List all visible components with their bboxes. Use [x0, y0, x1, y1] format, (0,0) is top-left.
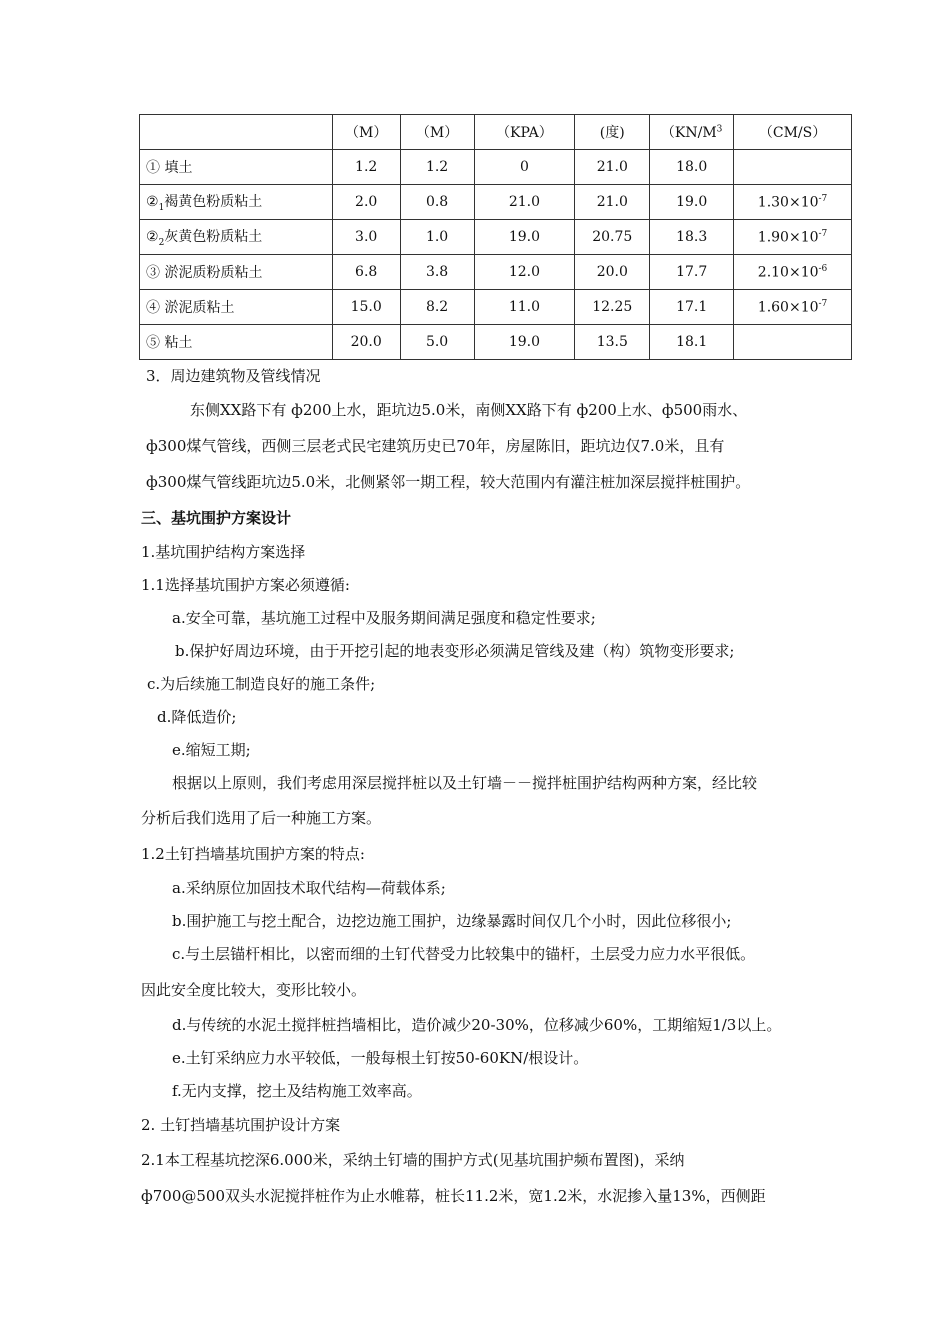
table-cell: 3.8 — [400, 255, 474, 290]
paragraph-line: ф700@500双头水泥搅拌桩作为止水帷幕，桩长11.2米，宽1.2米，水泥掺入量13%，西侧距 — [141, 1187, 766, 1205]
list-item: f.无内支撑，挖土及结构施工效率高。 — [172, 1082, 422, 1100]
list-item: c.为后续施工制造良好的施工条件; — [147, 675, 376, 693]
table-cell: 5.0 — [400, 325, 474, 360]
table-cell: 0.8 — [400, 185, 474, 220]
chapter-heading: 三、基坑围护方案设计 — [141, 509, 292, 527]
table-cell: 2.0 — [332, 185, 400, 220]
table-cell: 20.75 — [575, 220, 650, 255]
table-row — [140, 150, 852, 185]
table-cell: 3.0 — [332, 220, 400, 255]
list-item: a.安全可靠，基坑施工过程中及服务期间满足强度和稳定性要求; — [172, 609, 596, 627]
soil-name: ④ 淤泥质粘土 — [140, 290, 333, 325]
table-cell: 21.0 — [575, 185, 650, 220]
paragraph-line: 2.1本工程基坑挖深6.000米，采纳土钉墙的围护方式(见基坑围护频布置图)，采纳 — [141, 1151, 685, 1169]
soil-name: ⑤ 粘土 — [140, 325, 333, 360]
soil-name: ③ 淤泥质粉质粘土 — [140, 255, 333, 290]
header-cell: （M） — [332, 115, 400, 150]
table-cell: 17.1 — [650, 290, 734, 325]
soil-parameter-table — [139, 114, 852, 360]
list-item: b.保护好周边环境，由于开挖引起的地表变形必须满足管线及建（构）筑物变形要求; — [175, 642, 735, 660]
table-cell: 19.0 — [474, 220, 575, 255]
paragraph-line: 分析后我们选用了后一种施工方案。 — [141, 809, 382, 827]
table-cell: $2.10\times 10^{-6}$ — [734, 255, 852, 290]
table-cell — [734, 325, 852, 360]
section-heading-surroundings: 3．周边建筑物及管线情况 — [146, 367, 321, 385]
list-item: d.降低造价; — [157, 708, 237, 726]
paragraph-line: ф300煤气管线距坑边5.0米，北侧紧邻一期工程，较大范围内有灌注桩加深层搅拌桩围护。 — [146, 473, 751, 491]
paragraph-line: ф300煤气管线，西侧三层老式民宅建筑历史已70年，房屋陈旧，距坑边仅7.0米，且有 — [146, 437, 725, 455]
table-cell: 19.0 — [474, 325, 575, 360]
header-cell: （M） — [400, 115, 474, 150]
table-cell: 1.0 — [400, 220, 474, 255]
table-cell: 8.2 — [400, 290, 474, 325]
table-row — [140, 220, 852, 255]
table-cell: 13.5 — [575, 325, 650, 360]
table-cell: 0 — [474, 150, 575, 185]
list-item: c.与土层锚杆相比，以密而细的土钉代替受力比较集中的锚杆，土层受力应力水平很低。 — [172, 945, 756, 963]
paragraph-line: 东侧XX路下有 ф200上水，距坑边5.0米，南侧XX路下有 ф200上水、ф500雨水、 — [190, 401, 748, 419]
soil-name: $②_1$褐黄色粉质粘土 — [140, 185, 333, 220]
table-cell: 18.0 — [650, 150, 734, 185]
section-heading: 1.基坑围护结构方案选择 — [141, 543, 306, 561]
table-cell — [734, 150, 852, 185]
table-header-row — [140, 115, 852, 150]
soil-name: $②_2$灰黄色粉质粘土 — [140, 220, 333, 255]
paragraph-line: 因此安全度比较大，变形比较小。 — [141, 981, 367, 999]
table-cell: 12.25 — [575, 290, 650, 325]
table-cell: $1.60\times 10^{-7}$ — [734, 290, 852, 325]
table-cell: 17.7 — [650, 255, 734, 290]
subsection-heading: 1.2土钉挡墙基坑围护方案的特点: — [141, 845, 365, 863]
section-heading: 2. 土钉挡墙基坑围护设计方案 — [141, 1116, 341, 1134]
table-row — [140, 255, 852, 290]
header-cell: （$KN/M^3$ — [650, 115, 734, 150]
table-cell: 21.0 — [474, 185, 575, 220]
paragraph-line: 根据以上原则，我们考虑用深层搅拌桩以及土钉墙－－搅拌桩围护结构两种方案，经比较 — [172, 774, 758, 792]
list-item: b.围护施工与挖土配合，边挖边施工围护，边缘暴露时间仅几个小时，因此位移很小; — [172, 912, 732, 930]
table-cell: 12.0 — [474, 255, 575, 290]
list-item: d.与传统的水泥土搅拌桩挡墙相比，造价减少20-30%，位移减少60%，工期缩短1/3以上。 — [172, 1016, 782, 1034]
table-cell: 20.0 — [332, 325, 400, 360]
table-row — [140, 185, 852, 220]
table-cell: 18.3 — [650, 220, 734, 255]
header-cell: (度) — [575, 115, 650, 150]
table-cell: 15.0 — [332, 290, 400, 325]
table-cell: 1.2 — [400, 150, 474, 185]
table-cell: 18.1 — [650, 325, 734, 360]
list-item: e.缩短工期; — [172, 741, 251, 759]
soil-name: ① 填土 — [140, 150, 333, 185]
header-cell: （CM/S） — [734, 115, 852, 150]
table-row — [140, 325, 852, 360]
table-cell: 21.0 — [575, 150, 650, 185]
table-cell: 20.0 — [575, 255, 650, 290]
subsection-heading: 1.1选择基坑围护方案必须遵循: — [141, 576, 350, 594]
table-row — [140, 290, 852, 325]
table-cell: 11.0 — [474, 290, 575, 325]
table-cell: $1.30\times 10^{-7}$ — [734, 185, 852, 220]
header-cell — [140, 115, 333, 150]
list-item: e.土钉采纳应力水平较低，一般每根土钉按50-60KN/根设计。 — [172, 1049, 589, 1067]
table-cell: 1.2 — [332, 150, 400, 185]
table-cell: $1.90\times 10^{-7}$ — [734, 220, 852, 255]
header-cell: （KPA） — [474, 115, 575, 150]
list-item: a.采纳原位加固技术取代结构—荷载体系; — [172, 879, 446, 897]
table-cell: 19.0 — [650, 185, 734, 220]
table-cell: 6.8 — [332, 255, 400, 290]
